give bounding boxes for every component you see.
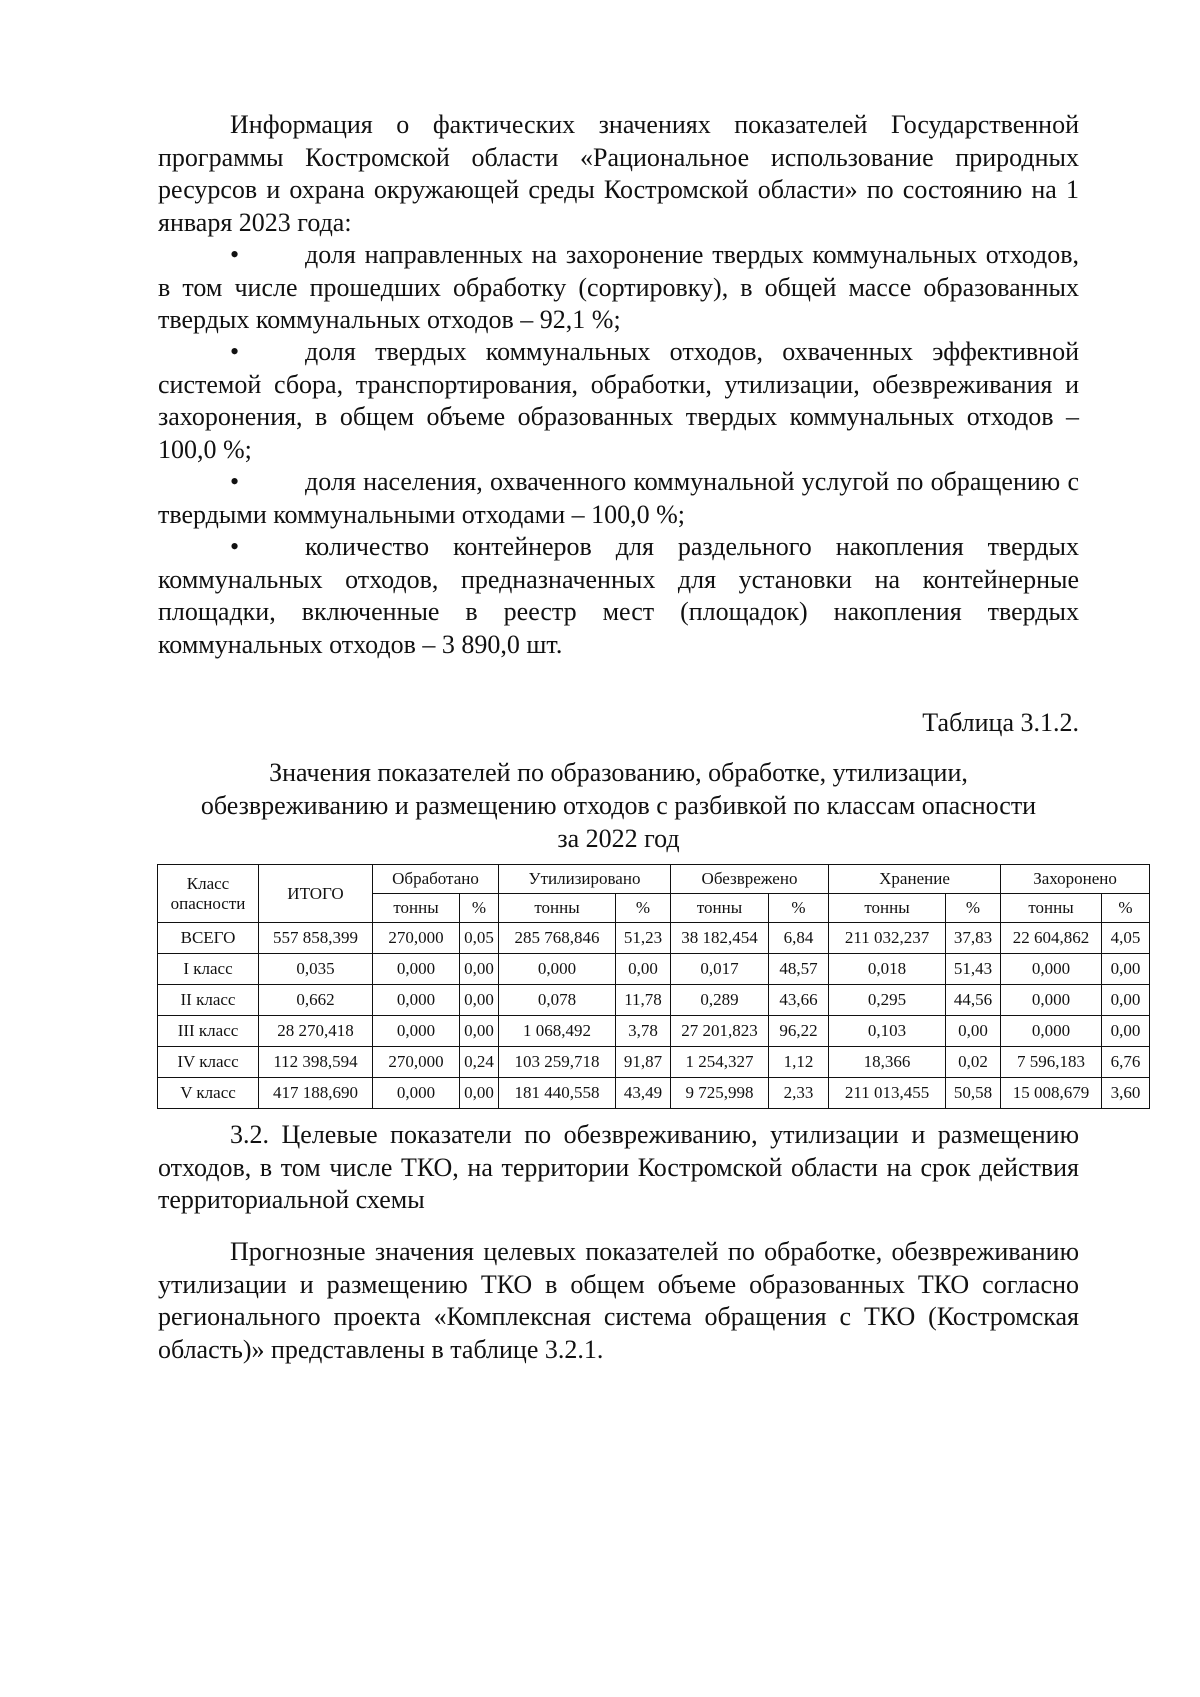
- table-cell: 557 858,399: [259, 923, 373, 954]
- header-class: Класс опасности: [158, 865, 259, 923]
- table-cell: 0,00: [460, 1016, 499, 1047]
- table-cell: 112 398,594: [259, 1047, 373, 1078]
- row-class-label: III класс: [158, 1016, 259, 1047]
- bullet-item: [158, 466, 1079, 531]
- table-cell: 9 725,998: [671, 1078, 769, 1109]
- bullet-icon: •: [230, 532, 240, 561]
- table-cell: 96,22: [769, 1016, 829, 1047]
- table-cell: 0,05: [460, 923, 499, 954]
- row-class-label: I класс: [158, 954, 259, 985]
- bullet-text: доля твердых коммунальных отходов, охваченных эффективной системой сбора, транспортирования, обработки, утилизации, обезвреживания и захоронения, в общем объеме образованных твердых коммунальных отходов – 100,0 %;: [158, 337, 1079, 464]
- bullet-item: [158, 531, 1079, 661]
- row-class-label: IV класс: [158, 1047, 259, 1078]
- table-cell: 0,24: [460, 1047, 499, 1078]
- table-cell: 211 013,455: [829, 1078, 946, 1109]
- header-unit-tons: тонны: [829, 894, 946, 923]
- table-cell: 0,078: [499, 985, 616, 1016]
- table-cell: 0,00: [1102, 985, 1150, 1016]
- header-unit-tons: тонны: [499, 894, 616, 923]
- table-cell: 1,12: [769, 1047, 829, 1078]
- bullet-icon: •: [230, 240, 240, 269]
- table-cell: 43,66: [769, 985, 829, 1016]
- row-class-label: II класс: [158, 985, 259, 1016]
- table-cell: 3,78: [616, 1016, 671, 1047]
- table-row: [158, 1016, 1150, 1047]
- table-cell: 51,23: [616, 923, 671, 954]
- table-cell: 11,78: [616, 985, 671, 1016]
- header-unit-pct: %: [460, 894, 499, 923]
- table-cell: 51,43: [946, 954, 1001, 985]
- header-group: Хранение: [829, 865, 1001, 894]
- table-cell: 270,000: [373, 923, 460, 954]
- table-cell: 44,56: [946, 985, 1001, 1016]
- header-group: Обезврежено: [671, 865, 829, 894]
- table-row: [158, 985, 1150, 1016]
- table-cell: 48,57: [769, 954, 829, 985]
- table-cell: 0,02: [946, 1047, 1001, 1078]
- table-cell: 0,00: [460, 985, 499, 1016]
- table-cell: 0,00: [616, 954, 671, 985]
- table-cell: 103 259,718: [499, 1047, 616, 1078]
- header-group: Утилизировано: [499, 865, 671, 894]
- table-cell: 1 254,327: [671, 1047, 769, 1078]
- table-cell: 0,00: [1102, 954, 1150, 985]
- table-cell: 0,000: [1001, 1016, 1102, 1047]
- table-caption-line: обезвреживанию и размещению отходов с разбивкой по классам опасности: [200, 791, 1037, 820]
- table-cell: 0,035: [259, 954, 373, 985]
- table-cell: 15 008,679: [1001, 1078, 1102, 1109]
- closing-paragraph: Прогнозные значения целевых показателей по обработке, обезвреживанию утилизации и размещению ТКО в общем объеме образованных ТКО согласно регионального проекта «Комплексная система обращения с ТКО (Костромская область)» представлены в таблице 3.2.1.: [158, 1237, 1079, 1364]
- bullet-icon: •: [230, 467, 240, 496]
- bullet-item: [158, 239, 1079, 337]
- table-cell: 3,60: [1102, 1078, 1150, 1109]
- table-row: [158, 1047, 1150, 1078]
- table-cell: 0,000: [373, 985, 460, 1016]
- header-unit-tons: тонны: [1001, 894, 1102, 923]
- table-cell: 0,000: [1001, 954, 1102, 985]
- header-group: Захоронено: [1001, 865, 1150, 894]
- table-cell: 0,000: [373, 1078, 460, 1109]
- table-cell: 0,000: [499, 954, 616, 985]
- table-cell: 1 068,492: [499, 1016, 616, 1047]
- table-cell: 211 032,237: [829, 923, 946, 954]
- table-cell: 270,000: [373, 1047, 460, 1078]
- header-group: Обработано: [373, 865, 499, 894]
- table-cell: 0,00: [946, 1016, 1001, 1047]
- bullet-text: доля населения, охваченного коммунальной услугой по обращению с твердыми коммунальными отходами – 100,0 %;: [158, 467, 1079, 529]
- table-cell: 417 188,690: [259, 1078, 373, 1109]
- table-cell: 0,103: [829, 1016, 946, 1047]
- header-unit-pct: %: [616, 894, 671, 923]
- table-header-row: [158, 865, 1150, 894]
- header-unit-tons: тонны: [373, 894, 460, 923]
- table-cell: 37,83: [946, 923, 1001, 954]
- table-cell: 91,87: [616, 1047, 671, 1078]
- table-caption-line: Значения показателей по образованию, обработке, утилизации,: [269, 758, 968, 787]
- waste-table: [157, 864, 1150, 1109]
- table-cell: 0,662: [259, 985, 373, 1016]
- table-row: [158, 923, 1150, 954]
- header-unit-pct: %: [946, 894, 1001, 923]
- table-cell: 0,00: [1102, 1016, 1150, 1047]
- table-number: Таблица 3.1.2.: [922, 708, 1079, 737]
- table-cell: 7 596,183: [1001, 1047, 1102, 1078]
- bullet-text: количество контейнеров для раздельного накопления твердых коммунальных отходов, предназначенных для установки на контейнерные площадки, включенные в реестр мест (площадок) накопления твердых коммунальных отходов – 3 890,0 шт.: [158, 532, 1079, 659]
- table-cell: 0,000: [373, 954, 460, 985]
- bullet-text: доля направленных на захоронение твердых коммунальных отходов, в том числе прошедших обработку (сортировку), в общей массе образованных твердых коммунальных отходов – 92,1 %;: [158, 240, 1079, 334]
- row-class-label: ВСЕГО: [158, 923, 259, 954]
- table-cell: 6,84: [769, 923, 829, 954]
- table-cell: 2,33: [769, 1078, 829, 1109]
- table-cell: 6,76: [1102, 1047, 1150, 1078]
- header-unit-tons: тонны: [671, 894, 769, 923]
- table-cell: 28 270,418: [259, 1016, 373, 1047]
- table-cell: 0,00: [460, 1078, 499, 1109]
- table-row: [158, 1078, 1150, 1109]
- table-cell: 43,49: [616, 1078, 671, 1109]
- bullet-icon: •: [230, 337, 240, 366]
- header-total: ИТОГО: [259, 865, 373, 923]
- table-cell: 0,000: [373, 1016, 460, 1047]
- table-cell: 0,017: [671, 954, 769, 985]
- table-cell: 0,000: [1001, 985, 1102, 1016]
- bullet-item: [158, 336, 1079, 466]
- table-cell: 0,289: [671, 985, 769, 1016]
- table-cell: 181 440,558: [499, 1078, 616, 1109]
- table-cell: 27 201,823: [671, 1016, 769, 1047]
- table-caption-line: за 2022 год: [557, 824, 680, 853]
- table-cell: 0,018: [829, 954, 946, 985]
- header-unit-pct: %: [1102, 894, 1150, 923]
- table-cell: 50,58: [946, 1078, 1001, 1109]
- section-heading: 3.2. Целевые показатели по обезвреживанию, утилизации и размещению отходов, в том числе ТКО, на территории Костромской области на срок действия территориальной схемы: [158, 1120, 1079, 1214]
- table-cell: 0,00: [460, 954, 499, 985]
- header-unit-pct: %: [769, 894, 829, 923]
- table-row: [158, 954, 1150, 985]
- intro-paragraph: Информация о фактических значениях показателей Государственной программы Костромской области «Рациональное использование природных ресурсов и охрана окружающей среды Костромской области» по состоянию на 1 января 2023 года:: [158, 110, 1079, 237]
- table-cell: 285 768,846: [499, 923, 616, 954]
- table-cell: 0,295: [829, 985, 946, 1016]
- table-cell: 18,366: [829, 1047, 946, 1078]
- table-cell: 38 182,454: [671, 923, 769, 954]
- row-class-label: V класс: [158, 1078, 259, 1109]
- table-cell: 22 604,862: [1001, 923, 1102, 954]
- table-cell: 4,05: [1102, 923, 1150, 954]
